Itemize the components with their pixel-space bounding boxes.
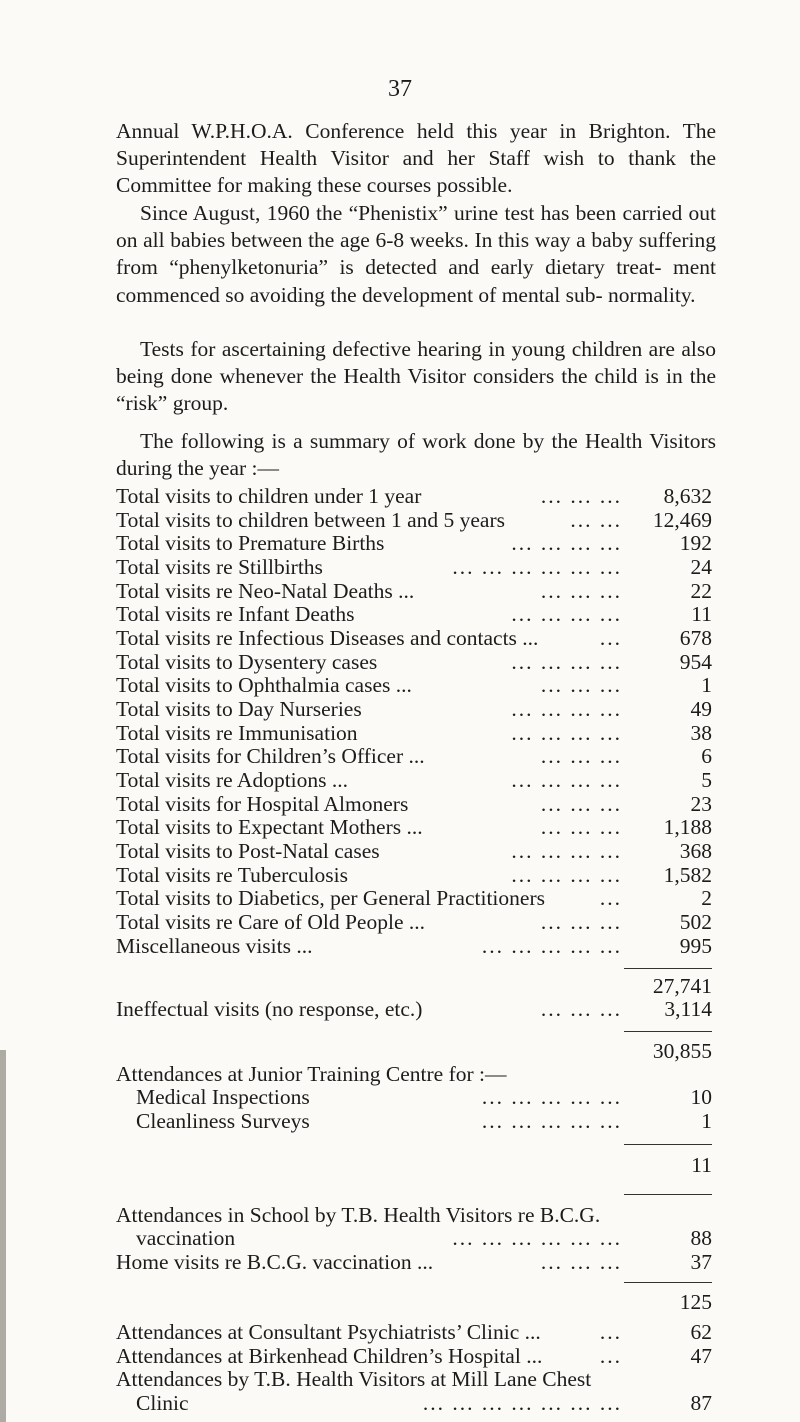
paragraph-phenistix [116,200,716,309]
clinic-row: Attendances at Birkenhead Children’s Hospital ... ... 47 [116,1343,712,1368]
visit-row: Total visits re Infectious Diseases and contacts ... ... 678 [116,626,712,650]
visit-row: Total visits to Diabetics, per General Practitioners ... 2 [116,886,712,911]
page-edge-shadow [0,1050,6,1422]
visit-row: Miscellaneous visits ... ... ... ... ... ... 995 [116,933,712,958]
page-number: 37 [388,76,412,102]
visit-row: Total visits for Children’s Officer ... ... ... ... 6 [116,744,712,769]
ineffectual-row: Ineffectual visits (no response, etc.) ... ... ... 3,114 [116,997,712,1022]
junior-training-row: Medical Inspections ... ... ... ... ... 10 [136,1085,712,1110]
visit-row: Total visits to children between 1 and 5 years ... ... 12,469 [116,507,712,532]
paragraph-text: Annual W.P.H.O.A. Conference held this year in Brighton. The Superintendent Health Visitor and her Staff wish to thank the Committee for making these courses possible. [116,119,716,198]
visit-row: Total visits to Dysentery cases ... ... ... ... 954 [116,649,712,674]
visit-row: Total visits for Hospital Almoners ... ... ... 23 [116,791,712,816]
visit-row: Total visits re Adoptions ... ... ... ... ... 5 [116,768,712,792]
paragraph-conference [116,118,716,200]
visit-row: Total visits to children under 1 year ... ... ... 8,632 [116,484,712,508]
grand-total: 30,855 [652,1038,712,1063]
visit-row: Total visits to Ophthalmia cases ... ... ... ... 1 [116,673,712,698]
sum-rule [624,1282,712,1283]
visit-row: Total visits re Immunisation ... ... ... ... 38 [116,720,712,745]
visit-row: Total visits re Neo-Natal Deaths ... ... ... ... 22 [116,578,712,603]
mill-lane-row: Clinic ... ... ... ... ... ... ... 87 [136,1391,712,1415]
bcg-row: Home visits re B.C.G. vaccination ... ... ... ... 37 [116,1249,712,1274]
junior-training-heading: Attendances at Junior Training Centre for :— [116,1061,507,1086]
paragraph-summary-intro [116,428,716,482]
paragraph-text: Tests for ascertaining defective hearing in young children are also being done whenever the Health Visitor considers the child is in the “risk” group. [116,337,716,416]
junior-training-total: 11 [691,1153,712,1178]
visit-row: Total visits re Stillbirths ... ... ... ... ... ... 24 [116,555,712,579]
sum-rule [624,968,712,969]
sum-rule [624,1031,712,1032]
visit-row: Total visits re Infant Deaths ... ... ... ... 11 [116,602,712,627]
subtotal-visits: 27,741 [652,973,712,998]
visit-row: Total visits to Premature Births ... ... ... ... 192 [116,531,712,556]
visit-row: Total visits to Day Nurseries ... ... ... ... 49 [116,697,712,721]
paragraph-text: Since August, 1960 the “Phenistix” urine test has been carried out on all babies between the age 6-8 weeks. In this way a baby suffering from “phenylketonuria” is detected and early dietary treat- ment commenced so avoiding the development of mental sub- normality. [116,201,716,307]
visit-row: Total visits re Tuberculosis ... ... ... ... 1,582 [116,862,712,887]
visit-row: Total visits re Care of Old People ... ... ... ... 502 [116,910,712,934]
junior-training-row: Cleanliness Surveys ... ... ... ... ... 1 [136,1108,712,1133]
visit-row: Total visits to Post-Natal cases ... ... ... ... 368 [116,839,712,863]
sum-rule [624,1144,712,1145]
sum-rule [624,1194,712,1195]
paragraph-text: The following is a summary of work done by the Health Visitors during the year :— [116,429,716,481]
paragraph-hearing [116,336,716,418]
visit-row: Total visits to Expectant Mothers ... ... ... ... 1,188 [116,815,712,840]
bcg-total: 125 [679,1289,712,1314]
bcg-row: vaccination ... ... ... ... ... ... 88 [136,1226,712,1251]
clinic-row: Attendances at Consultant Psychiatrists’ Clinic ... ... 62 [116,1320,712,1344]
mill-lane-line: Attendances by T.B. Health Visitors at Mill Lane Chest [116,1367,592,1392]
bcg-heading: Attendances in School by T.B. Health Visitors re B.C.G. [116,1202,601,1227]
